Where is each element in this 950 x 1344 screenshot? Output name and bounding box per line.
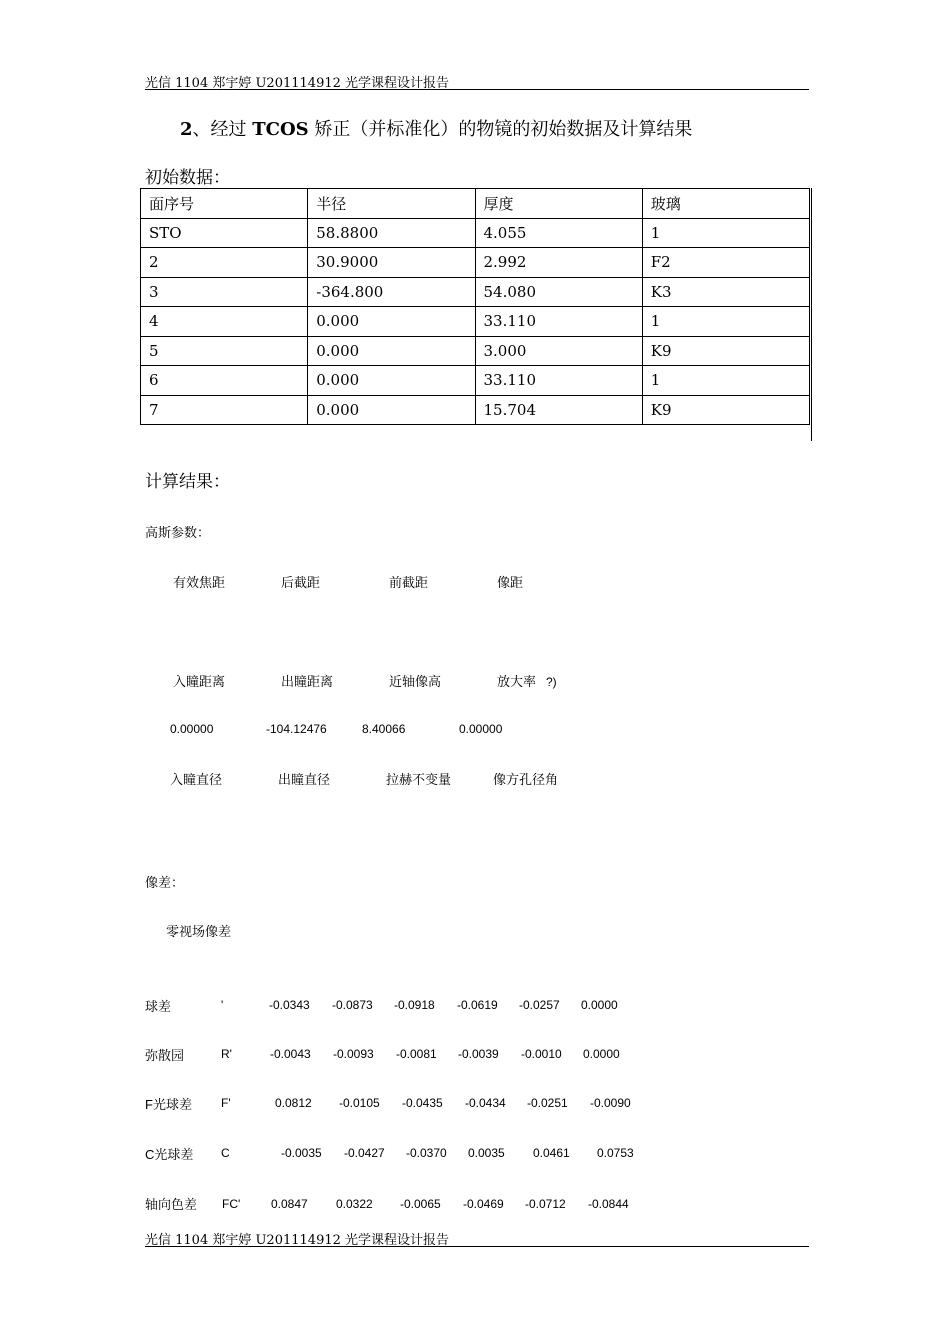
param-label: 近轴像高	[389, 675, 442, 690]
aberration-value: -0.0090	[590, 1096, 631, 1110]
zero-field-label: 零视场像差	[166, 925, 232, 940]
gauss-label: 高斯参数：	[145, 526, 211, 541]
table-row	[141, 366, 810, 396]
aberration-row-name	[145, 1094, 192, 1113]
page-header: 光信 1104 郑宇婷 U201114912 光学课程设计报告	[145, 76, 450, 91]
aberration-row-symbol: '	[221, 998, 224, 1012]
aberration-value: -0.0043	[270, 1047, 311, 1061]
aberration-value: -0.0619	[457, 998, 498, 1012]
param-label: 放大率	[497, 675, 537, 690]
table-header-cell: 玻璃	[642, 189, 809, 219]
aberration-label: 像差：	[145, 876, 185, 891]
aberration-value: 0.0812	[275, 1096, 312, 1110]
aberration-row-symbol: R'	[221, 1047, 232, 1061]
aberration-value: -0.0065	[400, 1197, 441, 1211]
param-label: 像方孔径角	[493, 773, 559, 788]
aberration-row-symbol: F'	[221, 1096, 231, 1110]
table-cell: 0.000	[308, 395, 475, 425]
aberration-value: -0.0105	[339, 1096, 380, 1110]
aberration-value: 0.0035	[468, 1146, 505, 1160]
aberration-value: -0.0343	[269, 998, 310, 1012]
aberration-value: -0.0035	[281, 1146, 322, 1160]
footer-rule	[145, 1246, 809, 1247]
row-name-text: 光球差	[152, 1098, 192, 1113]
aberration-row-name: 弥散园	[145, 1049, 185, 1064]
param-value: -104.12476	[266, 722, 327, 736]
aberration-value: -0.0434	[465, 1096, 506, 1110]
param-label: 拉赫不变量	[386, 773, 452, 788]
table-cell: 6	[141, 366, 308, 396]
title-bold: TCOS	[252, 119, 309, 140]
aberration-value: -0.0010	[521, 1047, 562, 1061]
aberration-value: -0.0257	[519, 998, 560, 1012]
table-cell: 58.8800	[308, 218, 475, 248]
table-cell: K3	[642, 277, 809, 307]
aberration-row-name: 轴向色差	[145, 1198, 198, 1213]
param-label: 像距	[497, 576, 524, 591]
table-cell: 15.704	[475, 395, 642, 425]
table-cell: 33.110	[475, 366, 642, 396]
table-cell: F2	[642, 248, 809, 278]
table-cell: K9	[642, 395, 809, 425]
section-title	[180, 115, 692, 141]
table-cell: STO	[141, 218, 308, 248]
aberration-value: 0.0753	[597, 1146, 634, 1160]
aberration-value: -0.0081	[396, 1047, 437, 1061]
param-label: 前截距	[389, 576, 429, 591]
aberration-row-symbol: FC'	[222, 1197, 241, 1211]
table-cell: 4.055	[475, 218, 642, 248]
table-header-cell: 厚度	[475, 189, 642, 219]
table-cell: 1	[642, 366, 809, 396]
aberration-value: -0.0712	[525, 1197, 566, 1211]
row-name-prefix: F	[145, 1097, 153, 1112]
initial-data-label: 初始数据：	[145, 168, 230, 188]
aberration-value: -0.0251	[527, 1096, 568, 1110]
aberration-value: 0.0322	[336, 1197, 373, 1211]
table-cell: 0.000	[308, 366, 475, 396]
aberration-value: -0.0427	[344, 1146, 385, 1160]
param-label: 入瞳直径	[170, 773, 223, 788]
aberration-value: 0.0461	[533, 1146, 570, 1160]
aberration-value: 0.0000	[583, 1047, 620, 1061]
table-cell: 1	[642, 307, 809, 337]
page-footer: 光信 1104 郑宇婷 U201114912 光学课程设计报告	[145, 1233, 450, 1248]
table-cell: 30.9000	[308, 248, 475, 278]
row-name-prefix: C	[145, 1147, 155, 1162]
table-cell: 5	[141, 336, 308, 366]
aberration-row-symbol: C	[221, 1146, 230, 1160]
table-cell: 3.000	[475, 336, 642, 366]
aberration-value: 0.0847	[271, 1197, 308, 1211]
aberration-value: -0.0844	[588, 1197, 629, 1211]
aberration-value: -0.0370	[406, 1146, 447, 1160]
param-suffix: ?)	[546, 675, 557, 689]
table-cell: 2	[141, 248, 308, 278]
param-label: 出瞳直径	[278, 773, 331, 788]
aberration-value: -0.0873	[332, 998, 373, 1012]
table-cell: 4	[141, 307, 308, 337]
table-cell: -364.800	[308, 277, 475, 307]
table-cell: 54.080	[475, 277, 642, 307]
title-number: 2	[180, 119, 193, 140]
aberration-value: -0.0093	[333, 1047, 374, 1061]
param-label: 出瞳距离	[281, 675, 334, 690]
table-cell: 2.992	[475, 248, 642, 278]
param-value: 0.00000	[459, 722, 503, 736]
table-row	[141, 218, 810, 248]
table-header-cell: 面序号	[141, 189, 308, 219]
table-cell: 0.000	[308, 336, 475, 366]
table-row	[141, 248, 810, 278]
table-row	[141, 307, 810, 337]
table-right-border	[811, 188, 812, 441]
param-label: 后截距	[281, 576, 321, 591]
aberration-value: -0.0435	[402, 1096, 443, 1110]
param-label: 入瞳距离	[173, 675, 226, 690]
table-cell: 7	[141, 395, 308, 425]
aberration-value: -0.0039	[458, 1047, 499, 1061]
table-cell: 0.000	[308, 307, 475, 337]
row-name-text: 光球差	[154, 1148, 194, 1163]
table-cell: 33.110	[475, 307, 642, 337]
table-row	[141, 395, 810, 425]
table-row	[141, 277, 810, 307]
param-value: 8.40066	[362, 722, 406, 736]
table-row	[141, 336, 810, 366]
header-rule	[145, 89, 809, 90]
aberration-value: -0.0918	[394, 998, 435, 1012]
results-label: 计算结果：	[145, 472, 230, 492]
param-label: 有效焦距	[173, 576, 226, 591]
param-value: 0.00000	[170, 722, 214, 736]
aberration-value: 0.0000	[581, 998, 618, 1012]
aberration-row-name	[145, 1144, 193, 1163]
aberration-row-name: 球差	[145, 1000, 172, 1015]
table-cell: 1	[642, 218, 809, 248]
table-header-row	[141, 189, 810, 219]
aberration-value: -0.0469	[463, 1197, 504, 1211]
initial-data-table	[140, 188, 810, 425]
title-post: 矫正（并标准化）的物镜的初始数据及计算结果	[308, 119, 693, 140]
table-header-cell: 半径	[308, 189, 475, 219]
table-cell: 3	[141, 277, 308, 307]
table-cell: K9	[642, 336, 809, 366]
title-pre: 、经过	[192, 119, 253, 140]
